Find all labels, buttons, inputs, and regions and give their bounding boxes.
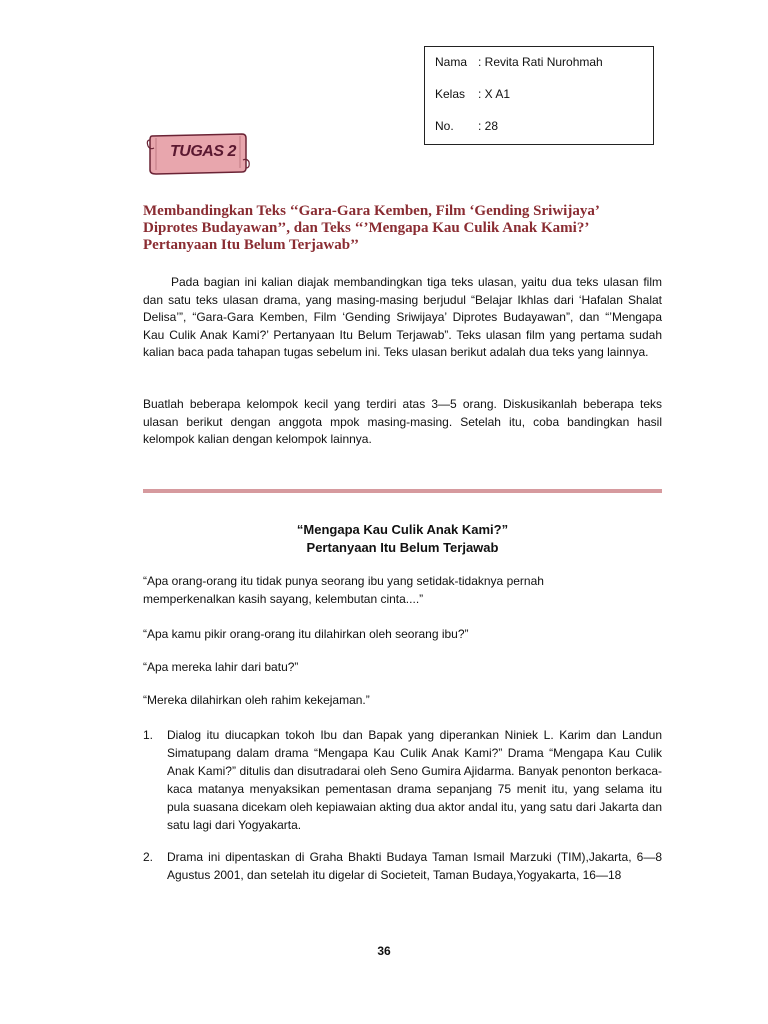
quote-3: “Apa mereka lahir dari batu?” [143,660,299,674]
number-value: : 28 [478,119,499,133]
identity-box [424,46,654,145]
section-divider [143,489,662,493]
quote-1: “Apa orang-orang itu tidak punya seorang ibu yang setidak-tidaknya pernah memperkenalkan kasih sayang, kelembutan cinta....” [143,574,544,606]
list-item-number: 2. [143,850,154,864]
list-item-number: 1. [143,728,154,742]
class-row [435,87,510,101]
intro-paragraph-1: Pada bagian ini kalian diajak membandingkan tiga teks ulasan, yaitu dua teks ulasan film dan satu teks ulasan drama, yang masing-masing berjudul “Belajar Ikhlas dari ‘Hafalan Shalat Delisa’”, “Gara-Gara Kemben, Film ‘Gending Sriwijaya’ Diprotes Budayawan”, dan “’Mengapa Kau Culik Anak Kami?’ Pertanyaan Itu Belum Terjawab”. Teks ulasan film yang pertama sudah kalian baca pada tahapan tugas sebelum ini. Teks ulasan berikut adalah dua teks yang lainnya. [143,275,662,359]
task-badge [146,130,250,176]
number-label: No. [435,119,454,133]
list-item [143,726,662,834]
list-item-text: Drama ini dipentaskan di Graha Bhakti Budaya Taman Ismail Marzuki (TIM),Jakarta, 6—8 Agustus 2001, dan setelah itu digelar di Societeit, Taman Budaya,Yogyakarta, 16—18 [167,850,662,882]
list-item-text: Dialog itu diucapkan tokoh Ibu dan Bapak yang diperankan Niniek L. Karim dan Landun Simatupang dalam drama “Mengapa Kau Culik Anak Kami?” Drama “Mengapa Kau Culik Anak Kami?” ditulis dan disutradarai oleh Seno Gumira Ajidarma. Banyak penonton berkaca-kaca matanya menyaksikan pementasan drama sepanjang 75 menit itu, yang selama itu pula suasana dicekam oleh kepiawaian akting dua aktor andal itu, yang satu dari Jakarta dan satu lagi dari Yogyakarta. [167,728,662,832]
quote-4: “Mereka dilahirkan oleh rahim kekejaman.” [143,693,370,707]
name-label: Nama [435,55,468,69]
name-value: : Revita Rati Nurohmah [478,55,603,69]
quote-2: “Apa kamu pikir orang-orang itu dilahirkan oleh seorang ibu?” [143,627,469,641]
name-row [435,55,603,69]
review-heading-line1: “Mengapa Kau Culik Anak Kami?” [296,522,509,537]
class-label: Kelas [435,87,466,101]
number-row [435,119,498,133]
review-heading-line2: Pertanyaan Itu Belum Terjawab [306,540,499,555]
page-number: 36 [377,944,391,958]
badge-label: TUGAS 2 [170,143,236,160]
list-item [143,848,662,884]
intro-paragraph-2: Buatlah beberapa kelompok kecil yang terdiri atas 3—5 orang. Diskusikanlah beberapa teks ulasan berikut dengan anggota mpok masing-masing. Setelah itu, coba bandingkan hasil kelompok kalian dengan kelompok lainnya. [143,397,662,446]
class-value: : X A1 [478,87,511,101]
section-title: Membandingkan Teks ‘‘Gara-Gara Kemben, Film ‘Gending Sriwijaya’ Diprotes Budayawan’’, dan Teks ‘‘’Mengapa Kau Culik Anak Kami?’ Pertanyaan Itu Belum Terjawab’’ [143,203,599,253]
